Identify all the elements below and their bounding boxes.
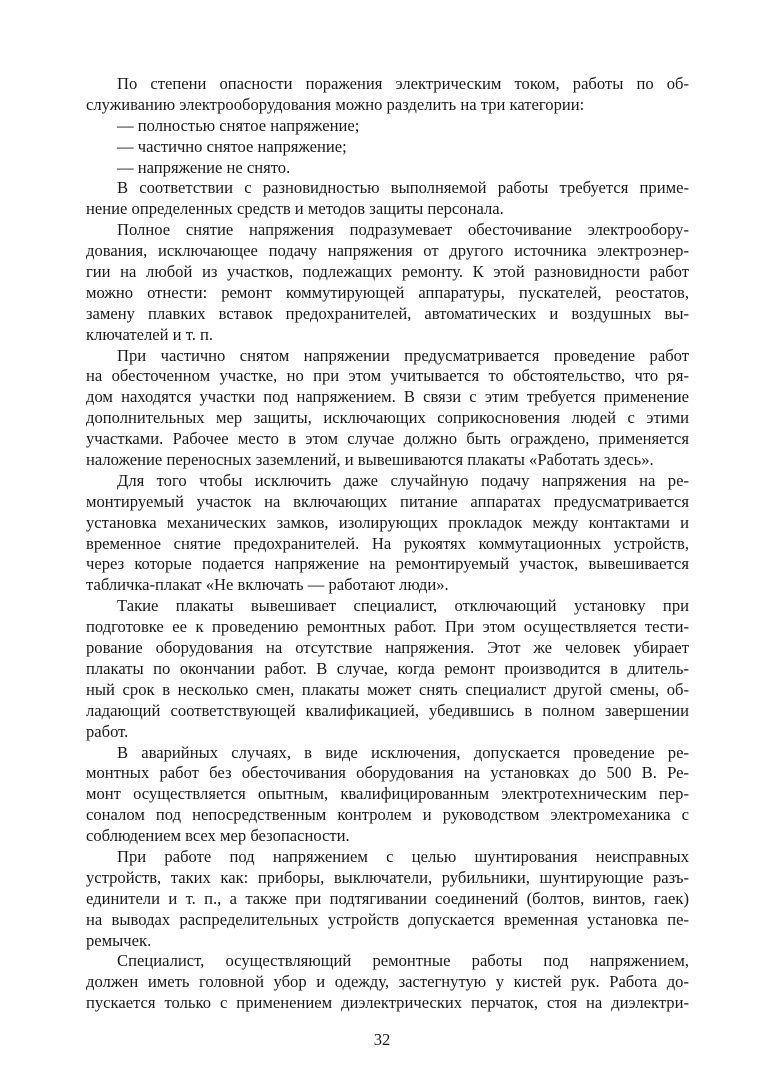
text-line: монт осуществляется опытным, квалифицированным электротехническим пер-: [86, 784, 689, 804]
paragraph: [86, 596, 689, 742]
text-line: работ.: [86, 721, 129, 741]
text-line: на обесточенном участке, но при этом учитывается то обстоятельство, что ря-: [86, 366, 689, 386]
text-line: устройств, таких как: приборы, выключатели, рубильники, шунтирующие разъ-: [86, 867, 689, 887]
text-line: монтируемый участок на включающих питание аппаратах предусматривается: [86, 491, 689, 511]
paragraph: [86, 220, 689, 345]
text-line: В соответствии с разновидностью выполняемой работы требуется приме-: [117, 178, 689, 198]
text-line: — частично снятое напряжение;: [117, 136, 347, 156]
text-line: Специалист, осуществляющий ремонтные работы под напряжением,: [117, 951, 689, 971]
text-line: на выводах распределительных устройств допускается временная установка пе-: [86, 909, 689, 929]
text-line: пускается только с применением диэлектрических перчаток, стоя на диэлектри-: [86, 993, 689, 1013]
text-line: должен иметь головной убор и одежду, застегнутую у кистей рук. Работа до-: [86, 972, 689, 992]
text-line: нение определенных средств и методов защиты персонала.: [86, 199, 504, 219]
text-line: дом находятся участки под напряжением. В связи с этим требуется применение: [86, 387, 689, 407]
text-line: наложение переносных заземлений, и вывешиваются плакаты «Работать здесь».: [86, 450, 654, 470]
paragraph: [86, 346, 689, 471]
text-line: можно отнести: ремонт коммутирующей аппаратуры, пускателей, реостатов,: [86, 282, 689, 302]
page-number: 32: [373, 1030, 391, 1049]
text-line: ключателей и т. п.: [86, 324, 214, 344]
paragraph: [86, 178, 689, 220]
text-line: В аварийных случаях, в виде исключения, допускается проведение ре-: [117, 742, 689, 762]
text-line: — напряжение не снято.: [117, 157, 291, 177]
text-line: плакаты по окончании работ. В случае, когда ремонт производится в длитель-: [86, 658, 689, 678]
paragraph: [86, 74, 689, 116]
list-item: [86, 158, 689, 179]
text-line: единители и т. п., а также при подтягивании соединений (болтов, винтов, гаек): [86, 888, 689, 908]
text-line: — полностью снятое напряжение;: [117, 115, 360, 135]
text-line: Такие плакаты вывешивает специалист, отключающий установку при: [117, 596, 689, 616]
text-line: участками. Рабочее место в этом случае должно быть ограждено, применяется: [86, 429, 689, 449]
paragraph: [86, 743, 689, 847]
text-line: соблюдением всех мер безопасности.: [86, 826, 350, 846]
text-line: ный срок в несколько смен, плакаты может снять специалист другой смены, об-: [86, 679, 689, 699]
body-text: [86, 74, 689, 1014]
text-line: соналом под непосредственным контролем и руководством электромеханика с: [86, 805, 689, 825]
list-item: [86, 116, 689, 137]
text-line: табличка-плакат «Не включать — работают люди».: [86, 575, 449, 595]
text-line: гии на любой из участков, подлежащих ремонту. К этой разновидности работ: [86, 262, 689, 282]
text-line: ладающий соответствующей квалификацией, убедившись в полном завершении: [86, 700, 689, 720]
list-item: [86, 137, 689, 158]
text-line: При работе под напряжением с целью шунтирования неисправных: [117, 846, 689, 866]
paragraph: [86, 951, 689, 1014]
text-line: По степени опасности поражения электрическим током, работы по об-: [117, 74, 689, 93]
text-line: через которые подается напряжение на ремонтируемый участок, вывешивается: [86, 554, 689, 574]
text-line: установка механических замков, изолирующих прокладок между контактами и: [86, 512, 689, 532]
text-line: подготовке ее к проведению ремонтных работ. При этом осуществляется тести-: [86, 617, 689, 637]
text-line: Для того чтобы исключить даже случайную подачу напряжения на ре-: [117, 470, 689, 490]
paragraph: [86, 471, 689, 596]
text-line: монтных работ без обесточивания оборудования на установках до 500 В. Ре-: [86, 763, 689, 783]
paragraph: [86, 847, 689, 951]
text-line: рование оборудования на отсутствие напряжения. Этот же человек убирает: [86, 638, 689, 658]
text-line: служиванию электрооборудования можно разделить на три категории:: [86, 94, 585, 114]
text-line: ремычек.: [86, 930, 152, 950]
text-line: замену плавких вставок предохранителей, автоматических и воздушных вы-: [86, 303, 689, 323]
text-line: При частично снятом напряжении предусматривается проведение работ: [117, 345, 689, 365]
text-line: дополнительных мер защиты, исключающих соприкосновения людей с этими: [86, 408, 689, 428]
text-line: временное снятие предохранителей. На рукоятях коммутационных устройств,: [86, 533, 689, 553]
text-line: Полное снятие напряжения подразумевает обесточивание электрообору-: [117, 220, 689, 240]
text-line: дования, исключающее подачу напряжения от другого источника электроэнер-: [86, 241, 689, 261]
